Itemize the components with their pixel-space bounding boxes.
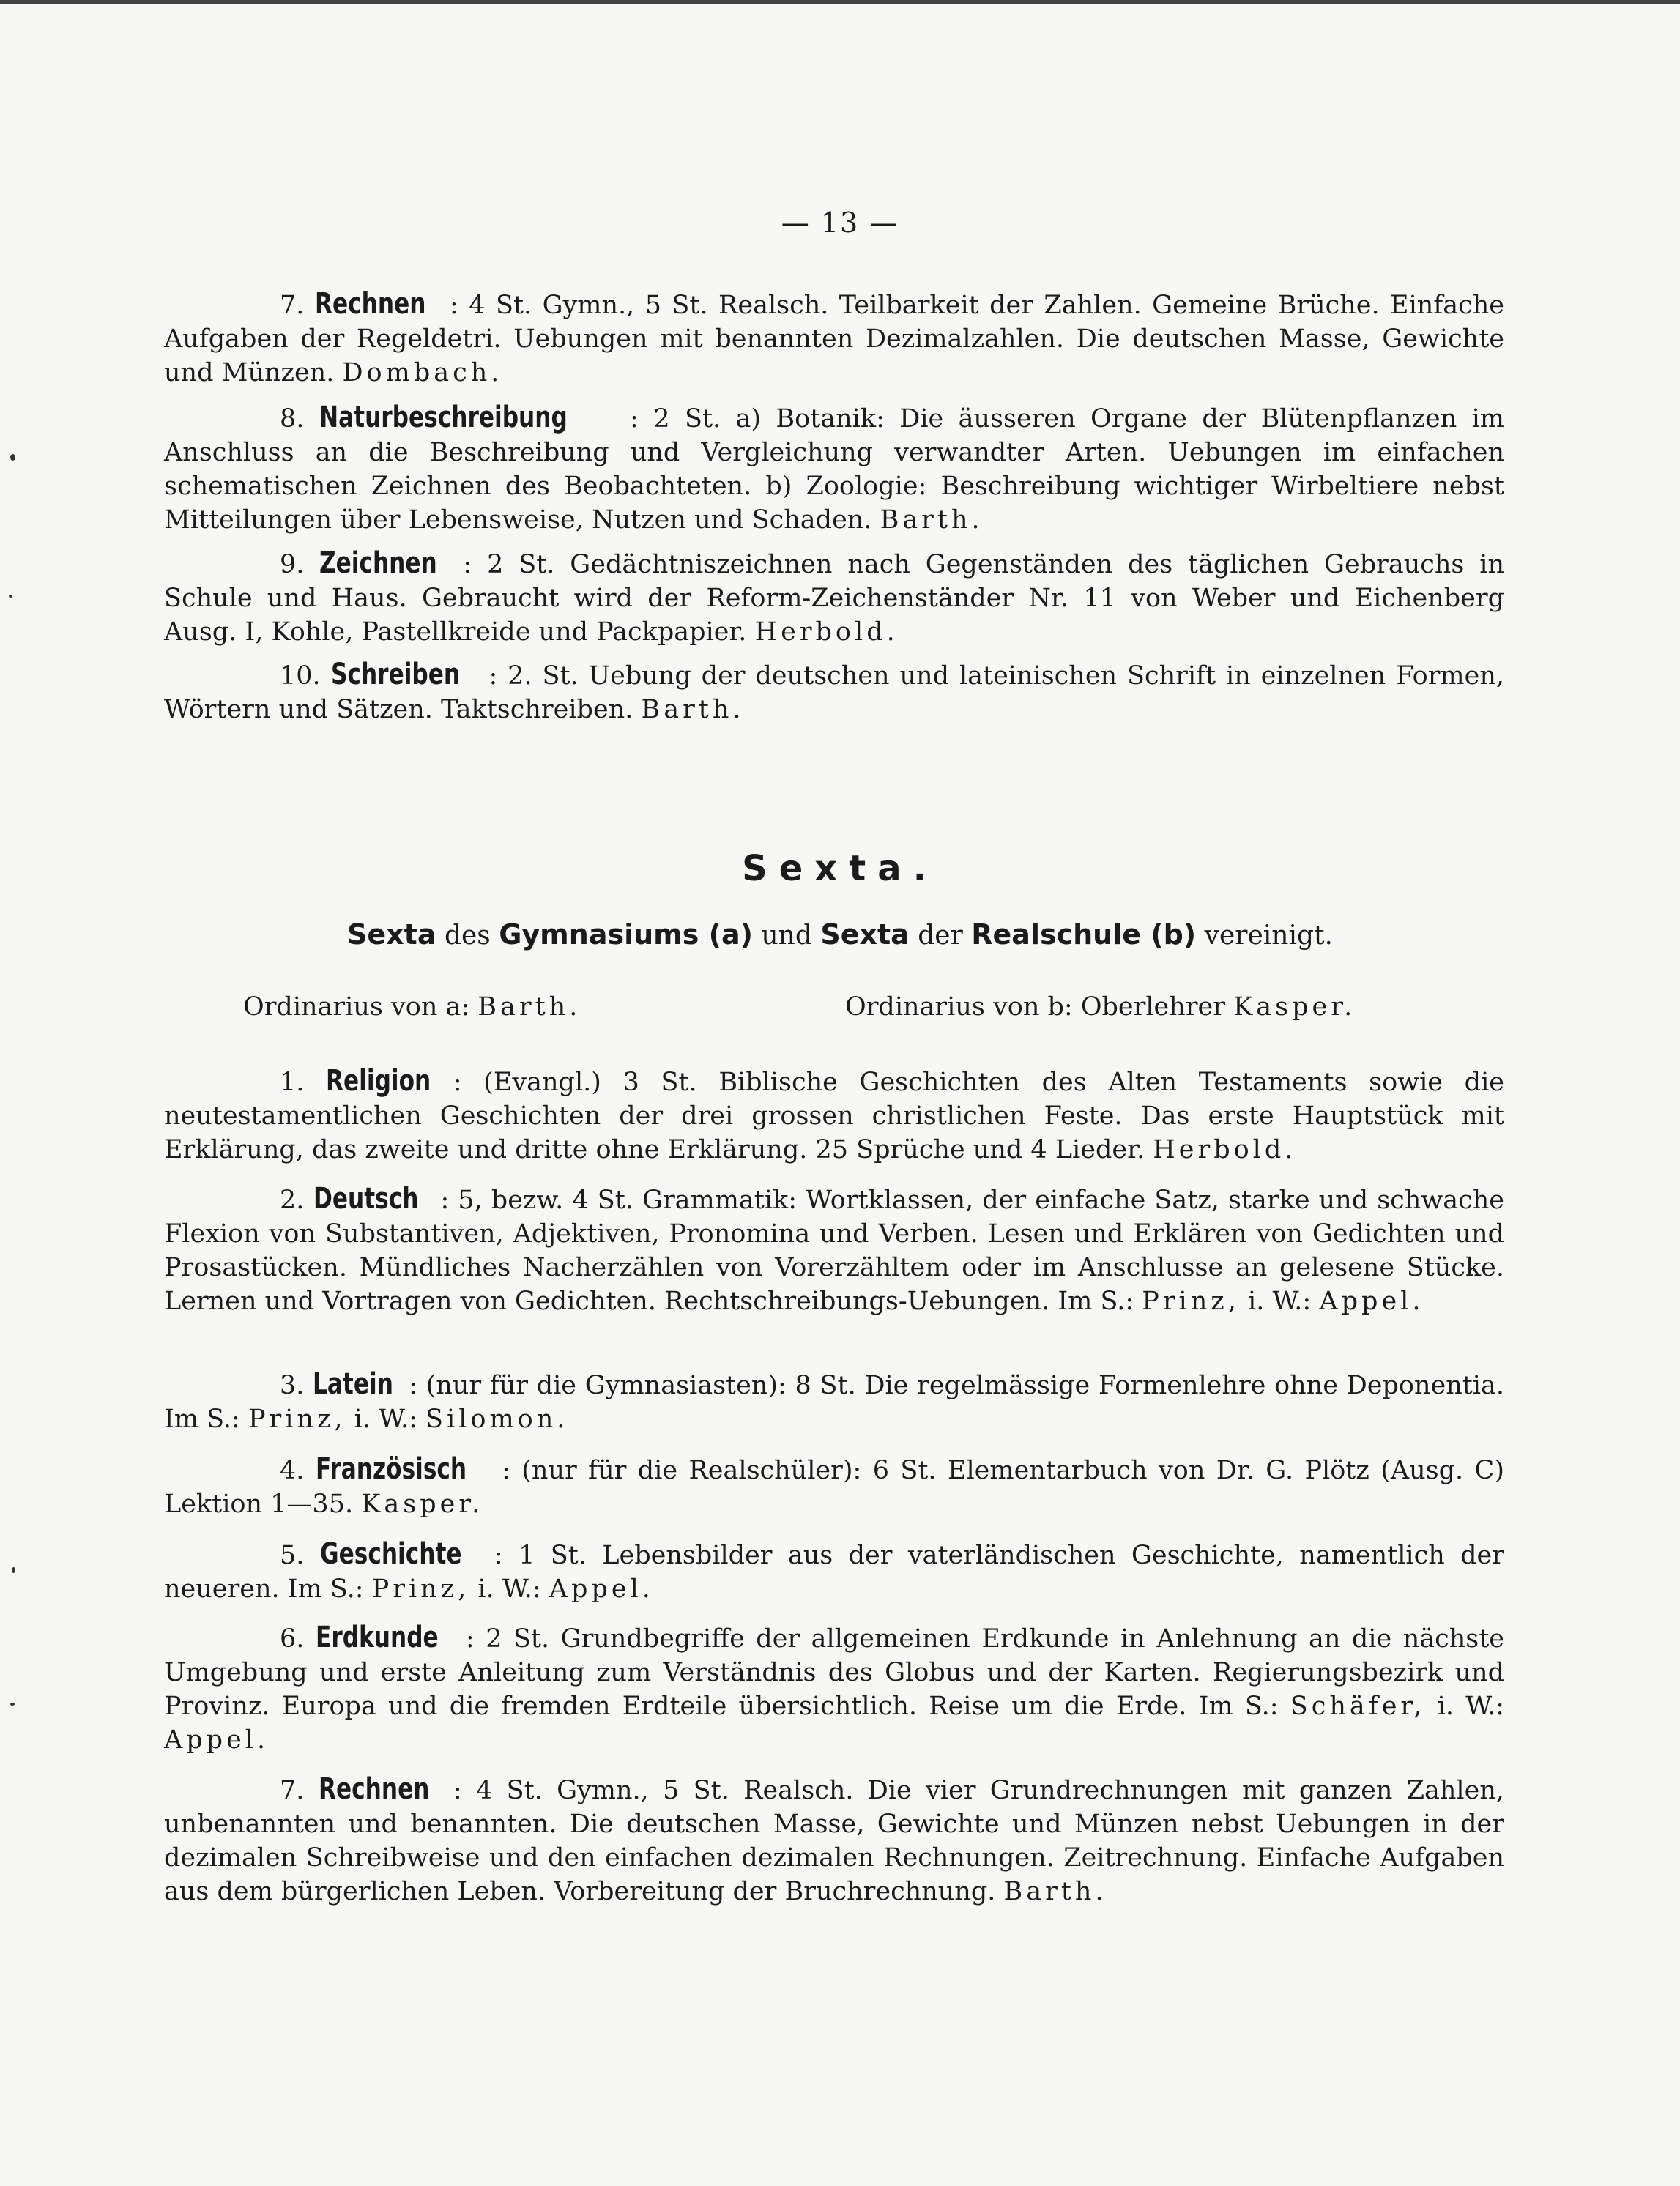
top-border	[0, 0, 1680, 4]
subject-heading: Naturbeschreibung	[319, 401, 568, 434]
quinta-item-zeichnen: 9. Zeichnen : 2 St. Gedächtniszeichnen nach Gegenständen des täglichen Gebrauchs in Schule und Haus. Gebraucht wird der Reform-Zeichenständer Nr. 11 von Weber und Eichenberg Ausg. I, Kohle, Pastellkreide und Packpapier. Herbold.	[164, 546, 1504, 647]
teacher-name: Barth.	[641, 695, 745, 724]
quinta-item-schreiben: 10. Schreiben : 2. St. Uebung der deutschen und lateinischen Schrift in einzelnen Formen, Wörtern und Sätzen. Taktschreiben. Barth.	[164, 658, 1504, 724]
subject-heading: Schreiben	[330, 658, 460, 691]
teacher-name: Appel.	[1319, 1287, 1424, 1316]
subject-heading: Rechnen	[314, 287, 426, 321]
teacher-name: Kasper.	[361, 1490, 484, 1519]
teacher-name: Appel.	[164, 1725, 270, 1755]
scan-speck	[12, 1567, 15, 1573]
subject-heading: Religion	[326, 1064, 431, 1098]
sexta-item-latein: 3. Latein : (nur für die Gymnasiasten): 8 St. Die regelmässige Formenlehre ohne Deponentia. Im S.: Prinz, i. W.: Silomon.	[164, 1367, 1504, 1434]
sexta-item-erdkunde: 6. Erdkunde : 2 St. Grundbegriffe der allgemeinen Erdkunde in Anlehnung an die nächste Umgebung und erste Anleitung zum Verständnis des Globus und der Karten. Regierungsbezirk und Provinz. Europa und die fremden Erdteile übersichtlich. Reise um die Erde. Im S.: Schäfer, i. W.: Appel.	[164, 1621, 1504, 1755]
subject-heading: Latein	[313, 1367, 394, 1401]
teacher-name: Prinz,	[1142, 1287, 1240, 1316]
ordinarius-a: Ordinarius von a: Barth.	[243, 992, 581, 1022]
subject-heading: Geschichte	[319, 1537, 462, 1571]
teacher-name: Barth.	[1003, 1877, 1107, 1906]
teacher-name: Appel.	[549, 1575, 654, 1604]
subject-heading: Zeichnen	[319, 546, 438, 580]
section-title: Sexta.	[742, 848, 938, 889]
teacher-name: Silomon.	[425, 1405, 569, 1434]
quinta-item-rechnen: 7. Rechnen : 4 St. Gymn., 5 St. Realsch. Teilbarkeit der Zahlen. Gemeine Brüche. Einfache Aufgaben der Regeldetri. Uebungen mit benannten Dezimalzahlen. Die deutschen Masse, Gewichte und Münzen. Dombach.	[164, 287, 1504, 387]
sexta-item-deutsch: 2. Deutsch : 5, bezw. 4 St. Grammatik: Wortklassen, der einfache Satz, starke und schwache Flexion von Substantiven, Adjektiven, Pronomina und Verben. Lesen und Erklären von Gedichten und Prosastücken. Mündliches Nacherzählen von Vorerzähltem oder im Anschlusse an gelesene Stücke. Lernen und Vortragen von Gedichten. Rechtschreibungs-Uebungen. Im S.: Prinz, i. W.: Appel.	[164, 1182, 1504, 1316]
subject-heading: Französisch	[315, 1452, 467, 1486]
ordinarius-b: Ordinarius von b: Oberlehrer Kasper.	[845, 992, 1356, 1022]
subject-heading: Erdkunde	[315, 1621, 439, 1654]
teacher-name: Schäfer,	[1290, 1692, 1426, 1721]
scan-speck	[9, 595, 12, 598]
sexta-item-religion: 1. Religion : (Evangl.) 3 St. Biblische Geschichten des Alten Testaments sowie die neutestamentlichen Geschichten der drei grossen christlichen Feste. Das erste Hauptstück mit Erklärung, das zweite und dritte ohne Erklärung. 25 Sprüche und 4 Lieder. Herbold.	[164, 1064, 1504, 1164]
subject-heading: Rechnen	[318, 1772, 430, 1806]
scan-speck	[10, 454, 15, 461]
sexta-item-rechnen: 7. Rechnen : 4 St. Gymn., 5 St. Realsch. Die vier Grundrechnungen mit ganzen Zahlen, unbenannten und benannten. Die deutschen Masse, Gewichte und Münzen nebst Uebungen in der dezimalen Schreibweise und den einfachen dezimalen Rechnungen. Zeitrechnung. Einfache Aufgaben aus dem bürgerlichen Leben. Vorbereitung der Bruchrechnung. Barth.	[164, 1772, 1504, 1906]
teacher-name: Herbold.	[1153, 1135, 1297, 1164]
quinta-item-naturbeschreibung: 8. Naturbeschreibung : 2 St. a) Botanik: Die äusseren Organe der Blütenpflanzen im Anschluss an die Beschreibung und Vergleichung verwandter Arten. Uebungen im einfachen schematischen Zeichnen des Beobachteten. b) Zoologie: Beschreibung wichtiger Wirbeltiere nebst Mitteilungen über Lebensweise, Nutzen und Schaden. Barth.	[164, 401, 1504, 535]
page-number: — 13 —	[781, 207, 899, 239]
sexta-item-geschichte: 5. Geschichte : 1 St. Lebensbilder aus der vaterländischen Geschichte, namentlich der neueren. Im S.: Prinz, i. W.: Appel.	[164, 1537, 1504, 1604]
teacher-name: Prinz,	[371, 1575, 470, 1604]
sexta-item-franzoesisch: 4. Französisch : (nur für die Realschüler): 6 St. Elementarbuch von Dr. G. Plötz (Ausg. C) Lektion 1—35. Kasper.	[164, 1452, 1504, 1519]
scan-speck	[10, 1703, 15, 1706]
section-subtitle: Sexta des Gymnasiums (a) und Sexta der Realschule (b) vereinigt.	[347, 918, 1333, 951]
teacher-name: Herbold.	[754, 617, 899, 647]
subject-heading: Deutsch	[313, 1182, 418, 1216]
teacher-name: Prinz,	[248, 1405, 346, 1434]
teacher-name: Barth.	[880, 505, 984, 535]
teacher-name: Dombach.	[342, 358, 503, 387]
